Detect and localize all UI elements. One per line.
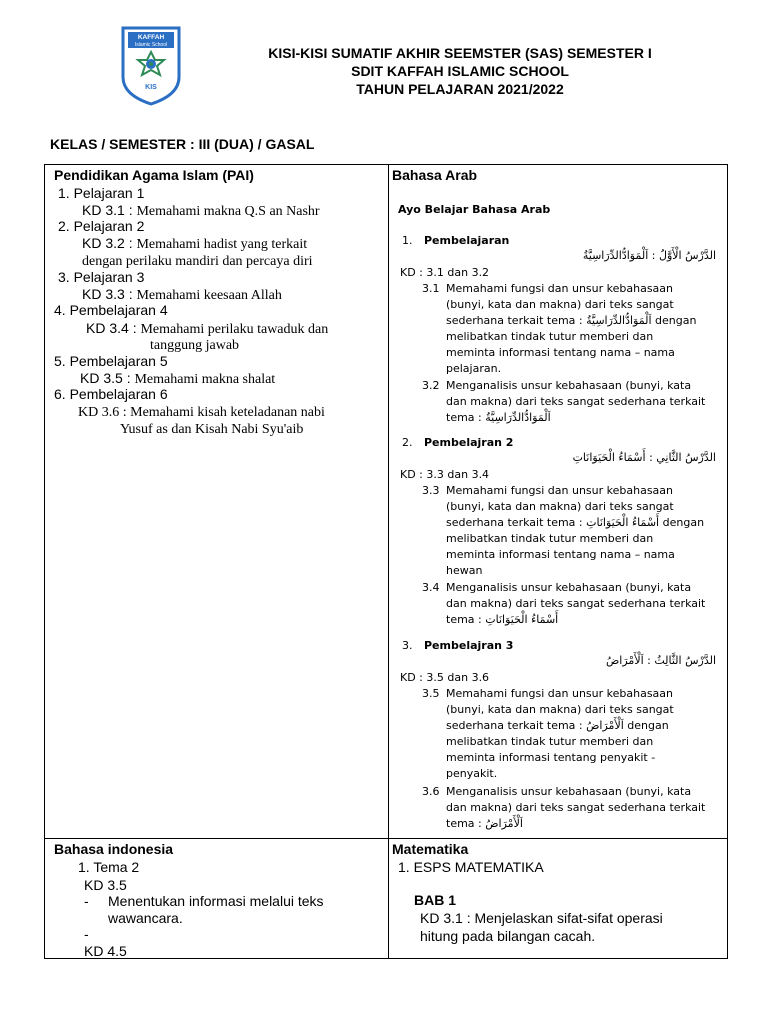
arab-s3-kd-b-line3: tema : اَلْأَمْرَاضُ	[446, 817, 523, 830]
arab-s1-kd-a-line6: pelajaran.	[446, 362, 502, 375]
mtk-chapter: BAB 1	[414, 892, 457, 908]
arab-s3-kd-b-number: 3.6	[422, 785, 440, 798]
indo-item-1: Menentukan informasi melalui teks	[108, 893, 324, 909]
arab-s2-title: Pembelajran 2	[424, 436, 514, 449]
arab-s1-kd-b-line3: tema : اَلْمَوَادُّالدِّرَاسِيَّةُ	[446, 411, 551, 424]
arab-s1-kd-b-number: 3.2	[422, 379, 440, 392]
indo-theme: 1. Tema 2	[78, 859, 140, 875]
mtk-kd-line2: hitung pada bilangan cacah.	[420, 928, 596, 944]
arab-s3-kd-a-line1: Memahami fungsi dan unsur kebahasaan	[446, 687, 673, 700]
logo-text-bottom: KIS	[145, 84, 157, 91]
arab-s3-number: 3.	[402, 639, 413, 652]
pai-lesson-4: 4. Pembelajaran 4	[54, 302, 168, 318]
arab-s1-title: Pembelajaran	[424, 234, 510, 247]
header-line-1: KISI-KISI SUMATIF AKHIR SEEMSTER (SAS) SEMESTER I	[268, 45, 652, 61]
arab-s2-kd-a-line6: hewan	[446, 564, 483, 577]
arab-s1-kd-a-line4: melibatkan tindak tutur memberi dan	[446, 330, 654, 343]
pai-lesson-5: 5. Pembelajaran 5	[54, 353, 168, 369]
arab-s3-title: Pembelajran 3	[424, 639, 514, 652]
indo-dash-2: -	[84, 926, 89, 942]
table-column-divider	[388, 164, 389, 959]
arab-s2-kd-a-line5: meminta informasi tentang nama – nama	[446, 548, 675, 561]
class-semester-label: KELAS / SEMESTER : III (DUA) / GASAL	[50, 136, 315, 152]
arab-s2-kd-a-line2: (bunyi, kata dan makna) dari teks sangat	[446, 500, 674, 513]
indo-kd-2: KD 4.5	[84, 943, 127, 959]
table-row-divider	[44, 838, 728, 839]
pai-kd-6-cont: Yusuf as dan Kisah Nabi Syu'aib	[120, 422, 304, 437]
arab-subtitle: Ayo Belajar Bahasa Arab	[398, 203, 551, 216]
arab-s3-arabic-heading: الدَّرْسُ الثَّالِثُ : اَلْأَمْرَاضُ	[606, 654, 716, 667]
pai-kd-5: KD 3.5 : Memahami makna shalat	[80, 370, 276, 387]
mtk-item-1: 1. ESPS MATEMATIKA	[398, 859, 544, 875]
pai-lesson-6: 6. Pembelajaran 6	[54, 386, 168, 402]
arab-s3-kd: KD : 3.5 dan 3.6	[400, 671, 490, 684]
arab-s2-kd: KD : 3.3 dan 3.4	[400, 468, 490, 481]
pai-kd-3: KD 3.3 : Memahami keesaan Allah	[82, 286, 282, 303]
pai-title: Pendidikan Agama Islam (PAI)	[54, 167, 254, 183]
arab-s3-kd-a-line3: sederhana terkait tema : اَلْأَمْرَاضُ dengan	[446, 719, 669, 732]
pai-kd-6: KD 3.6 : Memahami kisah keteladanan nabi	[78, 405, 325, 420]
indo-title: Bahasa indonesia	[54, 841, 174, 857]
arab-s3-kd-a-line5: meminta informasi tentang penyakit -	[446, 751, 656, 764]
indo-dash-1: -	[84, 893, 89, 909]
arab-s1-kd-b-line1: Menganalisis unsur kebahasaan (bunyi, kata	[446, 379, 692, 392]
pai-lesson-2: 2. Pelajaran 2	[58, 218, 145, 234]
arab-s3-kd-a-line6: penyakit.	[446, 767, 498, 780]
arab-s1-kd-a-line3: sederhana terkait tema : اَلْمَوَادُّالدِّرَاسِيَّةُ dengan	[446, 314, 697, 327]
indo-item-1-cont: wawancara.	[108, 910, 183, 926]
arab-s2-kd-a-line4: melibatkan tindak tutur memberi dan	[446, 532, 654, 545]
pai-kd-1: KD 3.1 : Memahami makna Q.S an Nashr	[82, 202, 320, 219]
arab-s3-kd-b-line1: Menganalisis unsur kebahasaan (bunyi, kata	[446, 785, 692, 798]
arab-s1-kd-a-number: 3.1	[422, 282, 440, 295]
arab-title: Bahasa Arab	[392, 167, 478, 183]
arab-s1-kd-a-line5: meminta informasi tentang nama – nama	[446, 346, 675, 359]
logo-text-mid: Islamic School	[134, 42, 168, 48]
mtk-kd-line1: KD 3.1 : Menjelaskan sifat-sifat operasi	[420, 910, 663, 926]
mtk-title: Matematika	[392, 841, 469, 857]
pai-kd-2-cont: dengan perilaku mandiri dan percaya diri	[82, 254, 313, 269]
arab-s1-arabic-heading: الدَّرْسُ الْأَوَّلُ : اَلْمَوَادُّالدِّرَاسِيَّةُ	[582, 249, 716, 262]
arab-s2-kd-a-number: 3.3	[422, 484, 440, 497]
arab-s2-kd-b-line2: dan makna) dari teks sangat sederhana terkait	[446, 597, 706, 610]
arab-s2-kd-b-line3: tema : أَسْمَاءُ الْحَيَوَانَاتِ	[446, 613, 559, 626]
arab-s3-kd-a-line2: (bunyi, kata dan makna) dari teks sangat	[446, 703, 674, 716]
arab-s3-kd-a-number: 3.5	[422, 687, 440, 700]
arab-s1-kd-a-line2: (bunyi, kata dan makna) dari teks sangat	[446, 298, 674, 311]
arab-s1-number: 1.	[402, 234, 413, 247]
logo-text-top: KAFFAH	[137, 34, 165, 41]
arab-s1-kd: KD : 3.1 dan 3.2	[400, 266, 490, 279]
pai-lesson-3: 3. Pelajaran 3	[58, 269, 145, 285]
arab-s2-arabic-heading: الدَّرْسُ الثَّانِي : أَسْمَاءُ الْحَيَوَانَاتِ	[572, 451, 716, 464]
school-logo	[120, 25, 182, 107]
header-line-2: SDIT KAFFAH ISLAMIC SCHOOL	[351, 63, 569, 79]
arab-s2-kd-a-line1: Memahami fungsi dan unsur kebahasaan	[446, 484, 673, 497]
arab-s3-kd-b-line2: dan makna) dari teks sangat sederhana terkait	[446, 801, 706, 814]
pai-kd-2: KD 3.2 : Memahami hadist yang terkait	[82, 235, 308, 252]
arab-s1-kd-a-line1: Memahami fungsi dan unsur kebahasaan	[446, 282, 673, 295]
pai-lesson-1: 1. Pelajaran 1	[58, 185, 145, 201]
arab-s2-kd-b-line1: Menganalisis unsur kebahasaan (bunyi, kata	[446, 581, 692, 594]
header-line-3: TAHUN PELAJARAN 2021/2022	[356, 81, 564, 97]
arab-s2-kd-b-number: 3.4	[422, 581, 440, 594]
indo-kd-1: KD 3.5	[84, 877, 127, 893]
pai-kd-4-cont: tanggung jawab	[150, 338, 240, 353]
arab-s2-number: 2.	[402, 436, 413, 449]
pai-kd-4: KD 3.4 : Memahami perilaku tawaduk dan	[86, 320, 329, 337]
arab-s2-kd-a-line3: sederhana terkait tema : أَسْمَاءُ الْحَيَوَانَاتِ dengan	[446, 516, 705, 529]
arab-s1-kd-b-line2: dan makna) dari teks sangat sederhana terkait	[446, 395, 706, 408]
document-header	[200, 44, 720, 98]
arab-s3-kd-a-line4: melibatkan tindak tutur memberi dan	[446, 735, 654, 748]
